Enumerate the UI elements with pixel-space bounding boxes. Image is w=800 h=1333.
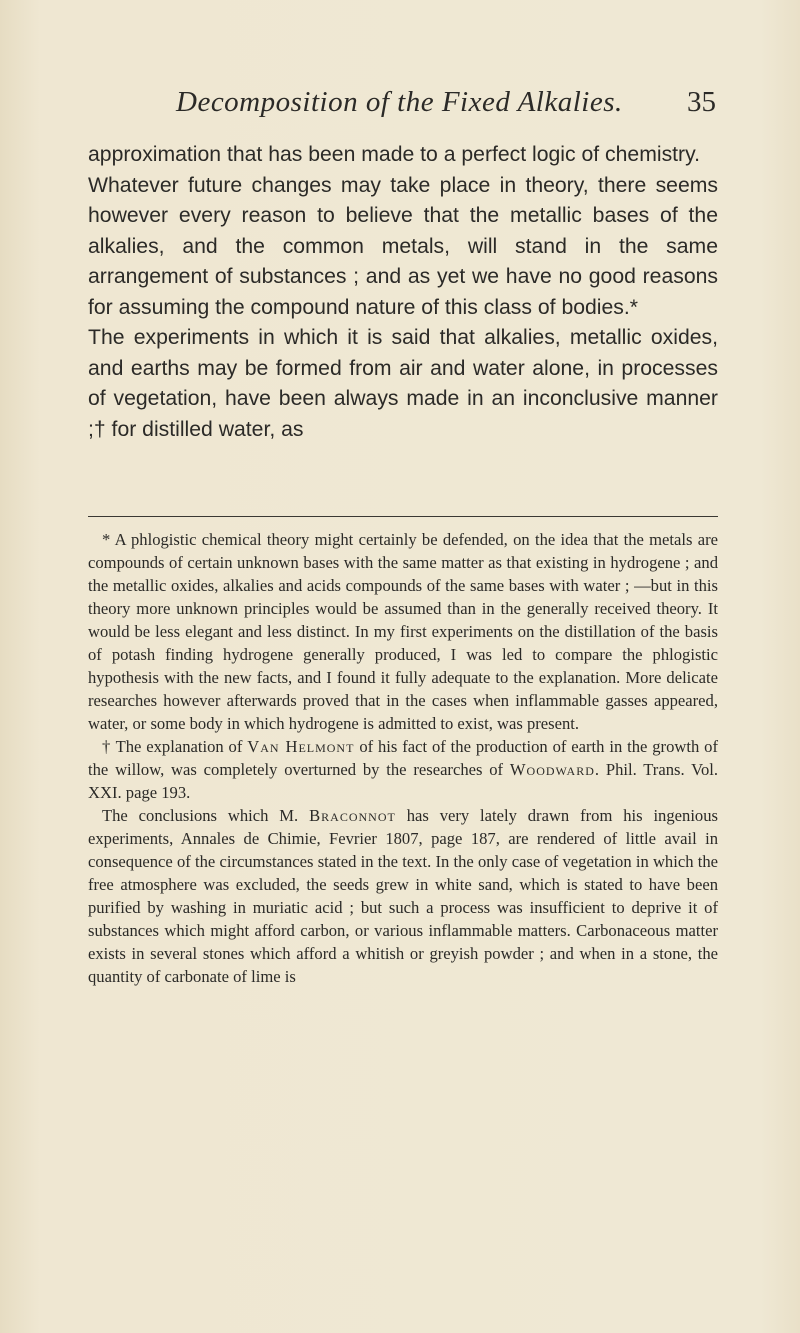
footnote-braconnot [88, 804, 718, 988]
footnote-dagger-text-c: . Phil. Trans. Vol. XXI. page 193. [88, 760, 718, 802]
page-header [176, 86, 716, 126]
page-number: 35 [687, 86, 716, 118]
name-braconnot: Braconnot [309, 806, 396, 825]
footnote-cont-text-b: has very lately drawn from his ingenious experiments, Annales de Chimie, Fevrier 1807, page 187, are rendered of little avail in consequence of the circumstances stated in the text. In the only case of vegetation in which the free atmosphere was excluded, the seeds grew in white sand, which is stated to have been purified by washing in muriatic acid ; but such a process was insufficient to deprive it of substances which might afford carbon, or various inflammable matters. Carbonaceous matter exists in several stones which afford a whitish or greyish powder ; and when in a stone, the quantity of carbonate of lime is [88, 806, 718, 986]
footnote-dagger-text-b: of his fact of the production of earth in the growth of the willow, was completely overturned by the researches of [88, 737, 718, 779]
footnote-divider [88, 516, 718, 517]
footnote-star: * A phlogistic chemical theory might certainly be defended, on the idea that the metals are compounds of certain unknown bases with the same matter as that existing in hydrogene ; and the metallic oxides, alkalies and acids compounds of the same bases with water ; —but in this theory more unknown principles would be assumed than in the generally received theory. It would be less elegant and less distinct. In my first experiments on the distillation of the basis of potash finding hydrogene generally produced, I was led to compare the phlogistic hypothesis with the new facts, and I found it fully adequate to the explanation. More delicate researches however afterwards proved that in the cases when inflammable gasses appeared, water, or some body in which hydrogene is admitted to exist, was present. [88, 530, 718, 733]
footnotes [88, 528, 718, 988]
footnote-dagger [88, 735, 718, 804]
footnote-cont-text-a: The conclusions which M. [102, 806, 299, 825]
footnote-dagger-text-a: † The explanation of [102, 737, 243, 756]
name-woodward: Woodward [509, 760, 595, 779]
main-text [88, 140, 718, 445]
paragraph-experiments: The experiments in which it is said that alkalies, metallic oxides, and earths may be formed from air and water alone, in processes of vegetation, have been always made in an inconclusive manner ;† for distilled water, as [88, 326, 718, 441]
name-van-helmont: Van Helmont [247, 737, 355, 756]
running-title: Decomposition of the Fixed Alkalies. [176, 86, 623, 118]
paragraph-metallic-bases: Whatever future changes may take place in theory, there seems however every reason to believe that the metallic bases of the alkalies, and the common metals, will stand in the same arrangement of substances ; and as yet we have no good reasons for assuming the compound nature of this class of bodies.* [88, 173, 718, 319]
paragraph-continuation: approximation that has been made to a perfect logic of chemistry. [88, 143, 701, 166]
